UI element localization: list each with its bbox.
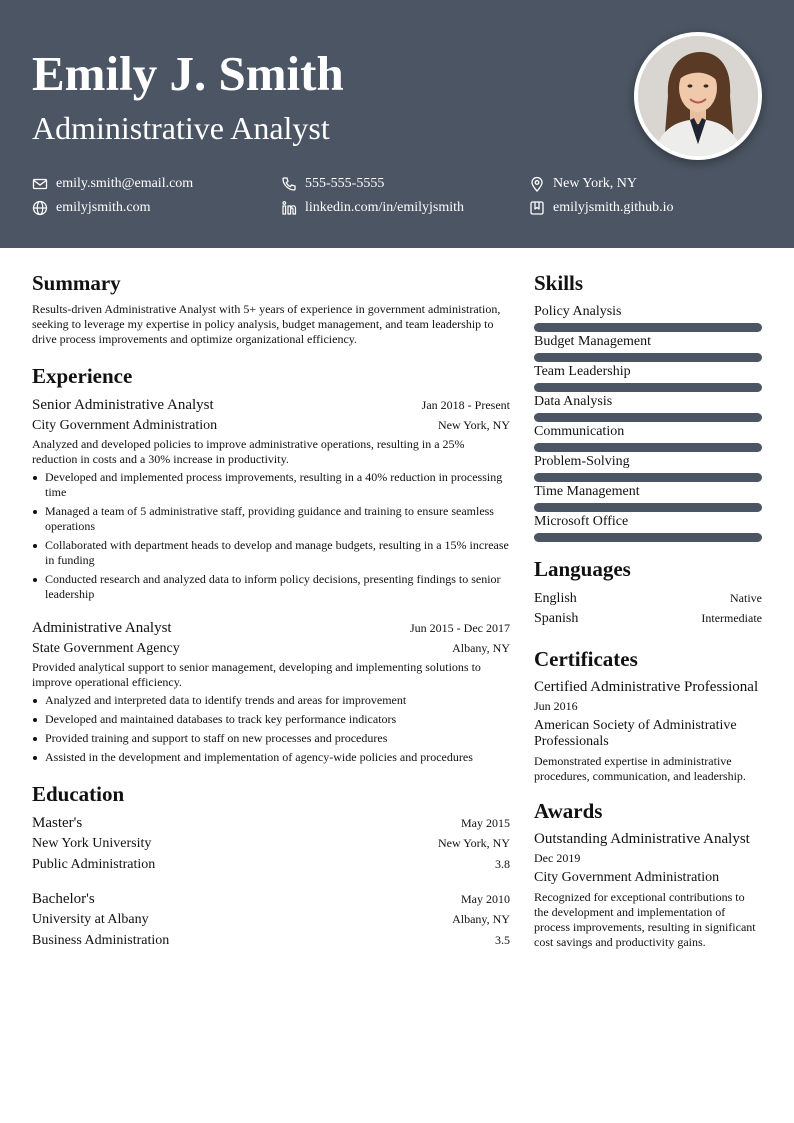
job-company: State Government Agency: [32, 641, 180, 656]
certificate-title: Certified Administrative Professional: [534, 679, 759, 695]
degree: Bachelor's: [32, 891, 95, 907]
job-description: Provided analytical support to senior management, developing and implementing solutions to improve operational efficiency.: [32, 660, 481, 689]
education-entry: [32, 889, 510, 951]
skill-item: [534, 482, 762, 512]
skill-item: [534, 422, 762, 452]
job-company: City Government Administration: [32, 418, 218, 433]
graduation-date: May 2015: [461, 816, 510, 830]
skill-item: [534, 512, 762, 542]
skill-bar: [534, 533, 762, 542]
linkedin-icon: [281, 200, 297, 216]
language-level: Intermediate: [701, 611, 762, 625]
skill-bar: [534, 413, 762, 422]
certificate-date: Jun 2016: [534, 699, 578, 713]
candidate-title: Administrative Analyst: [32, 110, 330, 146]
award-title: Outstanding Administrative Analyst: [534, 831, 750, 847]
gpa: 3.5: [495, 933, 510, 947]
job-bullets: [32, 693, 510, 765]
job-bullet: Analyzed and interpreted data to identify trends and areas for improvement: [32, 693, 510, 708]
job-entry: [32, 618, 510, 765]
field-of-study: Business Administration: [32, 933, 170, 948]
contact-website[interactable]: [32, 199, 151, 217]
experience-heading: Experience: [32, 364, 133, 388]
map-pin-icon: [529, 176, 545, 192]
school-location: Albany, NY: [452, 912, 510, 926]
education-section: [32, 781, 510, 951]
award-date: Dec 2019: [534, 851, 581, 865]
job-bullet: Developed and maintained databases to track key performance indicators: [32, 712, 510, 727]
skill-bar: [534, 443, 762, 452]
certificates-section: [534, 646, 762, 784]
contact-phone[interactable]: [281, 175, 384, 193]
certificate-description: Demonstrated expertise in administrative procedures, communication, and leadership.: [534, 754, 746, 783]
mail-icon: [32, 176, 48, 192]
job-description: Analyzed and developed policies to improve administrative operations, resulting in a 25% reduction in costs and a 30% increase in productivity.: [32, 437, 465, 466]
job-bullet: Collaborated with department heads to develop and manage budgets, resulting in a 15% increase in funding: [32, 538, 510, 568]
contact-website-text[interactable]: emilyjsmith.com: [56, 200, 151, 215]
job-dates: Jan 2018 - Present: [421, 398, 510, 412]
skill-item: [534, 452, 762, 482]
summary-text: Results-driven Administrative Analyst with 5+ years of experience in government administration, seeking to leverage my expertise in policy analysis, budget management, and team leadership to drive process improvements and optimize organizational efficiency.: [32, 302, 501, 346]
skill-bar: [534, 503, 762, 512]
skill-bar: [534, 383, 762, 392]
portrait-illustration: [638, 36, 758, 156]
job-entry: [32, 395, 510, 602]
gpa: 3.8: [495, 857, 510, 871]
graduation-date: May 2010: [461, 892, 510, 906]
school: New York University: [32, 836, 152, 851]
school: University at Albany: [32, 912, 149, 927]
language-item: [534, 608, 762, 628]
job-bullets: [32, 470, 510, 602]
job-location: Albany, NY: [452, 641, 510, 655]
job-bullet: Assisted in the development and implementation of agency-wide policies and procedures: [32, 750, 510, 765]
field-of-study: Public Administration: [32, 857, 156, 872]
awards-section: [534, 798, 762, 950]
job-location: New York, NY: [437, 418, 510, 432]
summary-section: [32, 270, 510, 347]
github-icon: [529, 200, 545, 216]
skill-bar: [534, 473, 762, 482]
award-description: Recognized for exceptional contributions to the development and implementation of process improvements, resulting in significant cost savings and productivity gains.: [534, 890, 756, 949]
languages-section: [534, 556, 762, 628]
contact-github[interactable]: [529, 199, 674, 217]
skill-name: Data Analysis: [534, 394, 613, 409]
award-issuer: City Government Administration: [534, 870, 720, 885]
job-title: Senior Administrative Analyst: [32, 397, 214, 413]
globe-icon: [32, 200, 48, 216]
profile-photo: [634, 32, 762, 160]
job-bullet: Developed and implemented process improvements, resulting in a 40% reduction in processing time: [32, 470, 510, 500]
skill-bar: [534, 353, 762, 362]
contact-phone-text[interactable]: 555-555-5555: [305, 176, 385, 191]
experience-section: [32, 363, 510, 765]
school-location: New York, NY: [437, 836, 510, 850]
skills-section: [534, 270, 762, 542]
language-level: Native: [730, 591, 762, 605]
phone-icon: [281, 176, 297, 192]
contact-location-text: New York, NY: [553, 176, 638, 191]
skill-name: Problem-Solving: [534, 454, 630, 469]
education-entry: [32, 813, 510, 875]
skill-name: Microsoft Office: [534, 514, 629, 529]
skill-name: Team Leadership: [534, 364, 631, 379]
skill-item: [534, 332, 762, 362]
language-name: English: [534, 591, 577, 606]
skill-name: Budget Management: [534, 334, 652, 349]
languages-heading: Languages: [534, 557, 631, 581]
skill-item: [534, 362, 762, 392]
language-name: Spanish: [534, 611, 579, 626]
contact-linkedin[interactable]: [281, 199, 464, 217]
awards-heading: Awards: [534, 799, 603, 823]
language-item: [534, 588, 762, 608]
certificate-issuer: American Society of Administrative Professionals: [534, 718, 737, 749]
skill-name: Time Management: [534, 484, 640, 499]
skill-bar: [534, 323, 762, 332]
skill-name: Policy Analysis: [534, 304, 622, 319]
contact-location: [529, 175, 637, 193]
education-heading: Education: [32, 782, 125, 806]
job-dates: Jun 2015 - Dec 2017: [410, 621, 510, 635]
job-title: Administrative Analyst: [32, 620, 172, 636]
skill-item: [534, 302, 762, 332]
contact-github-text[interactable]: emilyjsmith.github.io: [553, 200, 674, 215]
skills-heading: Skills: [534, 271, 584, 295]
summary-heading: Summary: [32, 271, 121, 295]
side-column: [534, 270, 762, 950]
degree: Master's: [32, 815, 83, 831]
certificates-heading: Certificates: [534, 647, 638, 671]
job-bullet: Conducted research and analyzed data to inform policy decisions, presenting findings to senior leadership: [32, 572, 510, 602]
contact-linkedin-text[interactable]: linkedin.com/in/emilyjsmith: [305, 200, 465, 215]
job-bullet: Provided training and support to staff on new processes and procedures: [32, 731, 510, 746]
contact-email[interactable]: [32, 175, 193, 193]
main-column: [32, 270, 510, 965]
skill-item: [534, 392, 762, 422]
resume-header: [0, 0, 794, 248]
candidate-name: Emily J. Smith: [32, 46, 344, 101]
job-bullet: Managed a team of 5 administrative staff, providing guidance and training to ensure seamless operations: [32, 504, 510, 534]
contact-email-text[interactable]: emily.smith@email.com: [56, 176, 194, 191]
skill-name: Communication: [534, 424, 625, 439]
